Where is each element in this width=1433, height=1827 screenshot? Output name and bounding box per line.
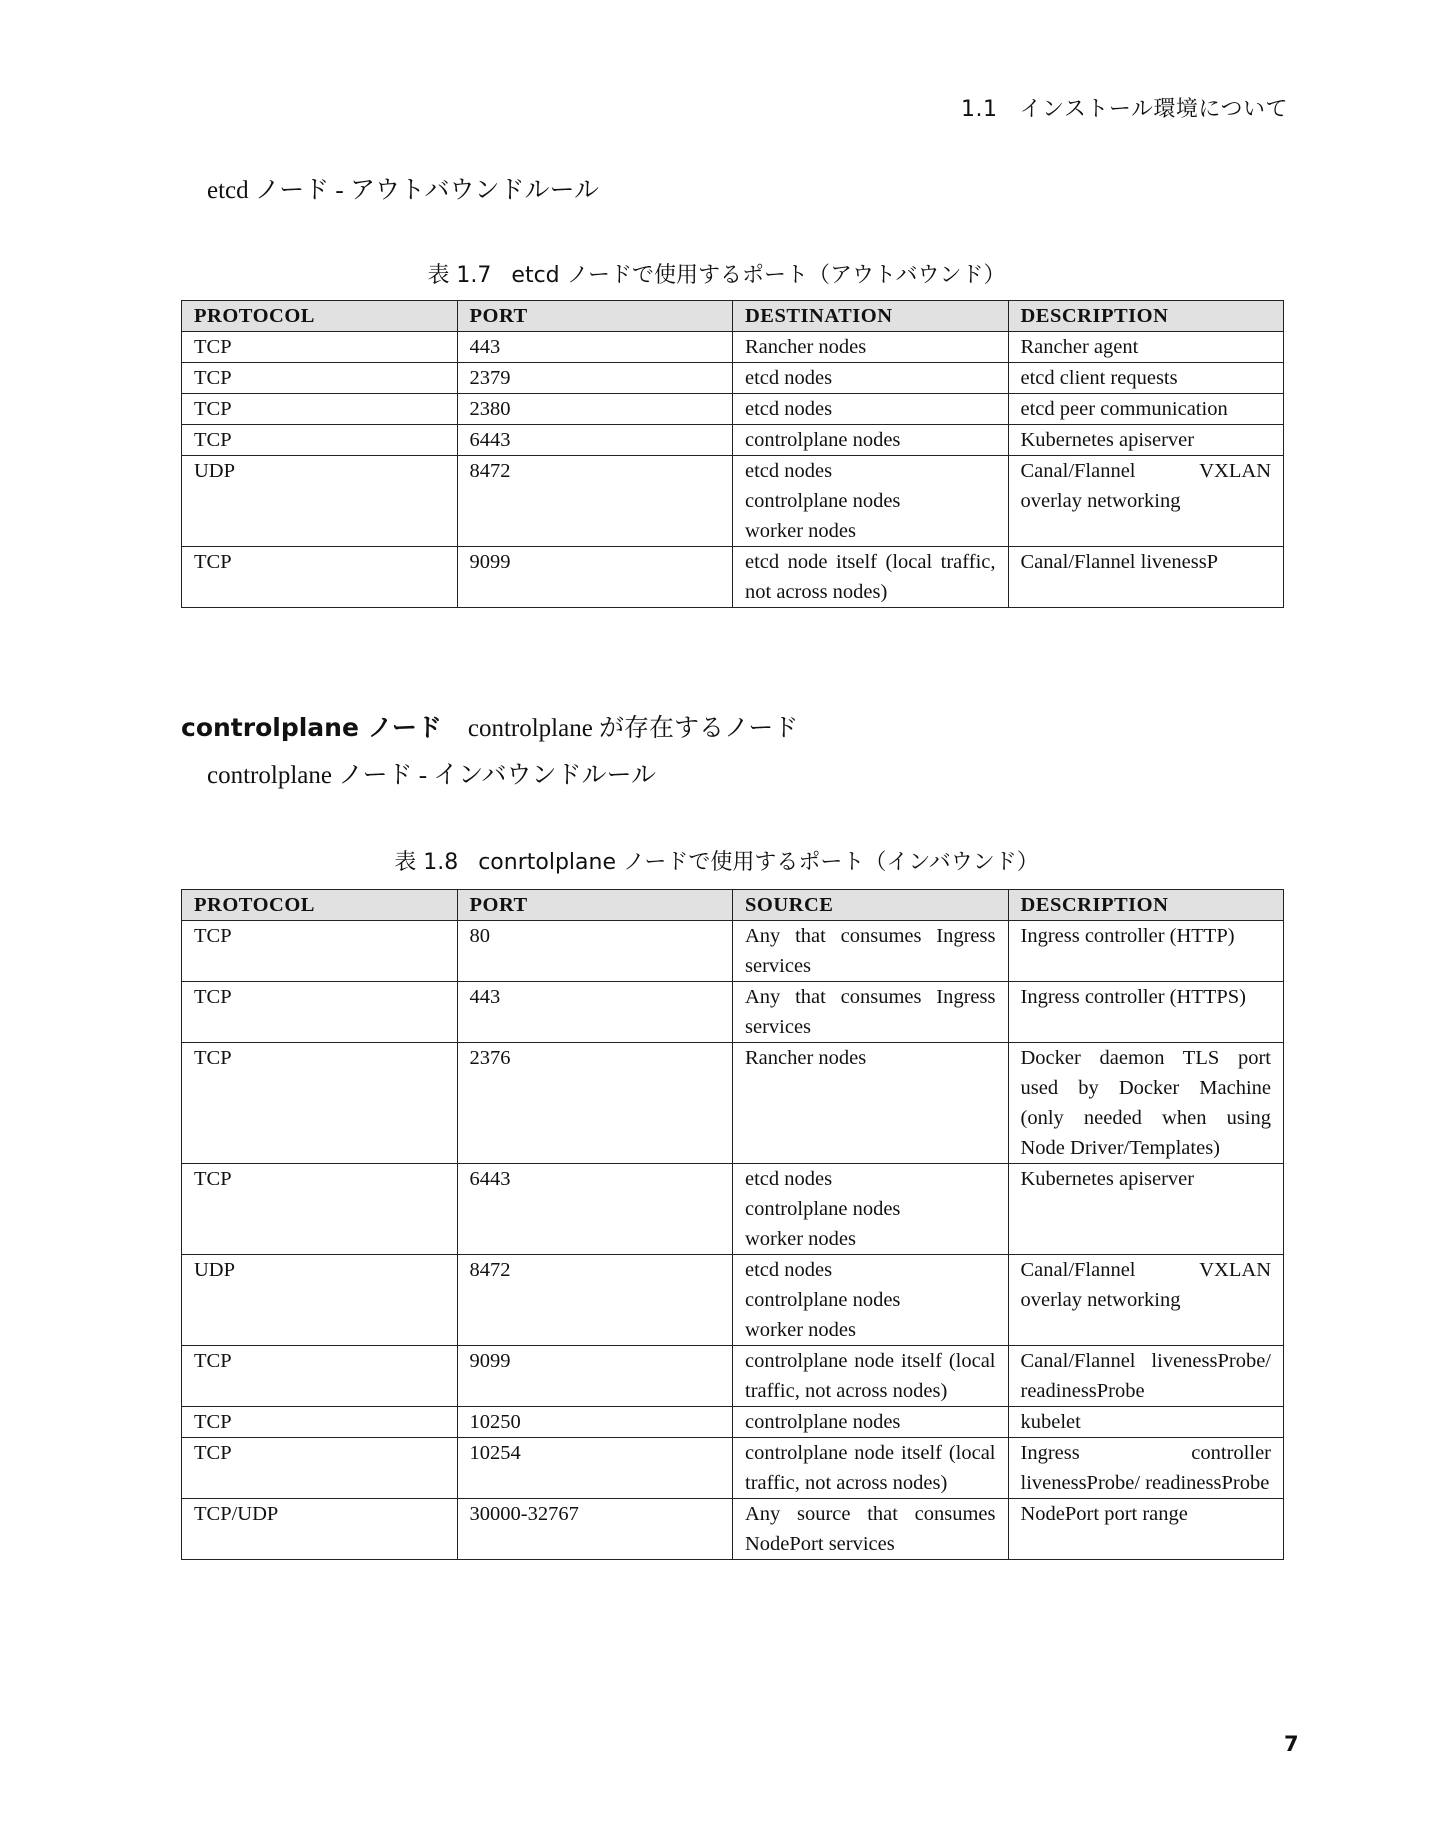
endpoint-cell [733, 425, 1009, 456]
column-header: PROTOCOL [182, 890, 458, 921]
description-cell-line: etcd client requests [1020, 367, 1178, 389]
column-header: PORT [457, 301, 733, 332]
endpoint-cell [733, 363, 1009, 394]
description-cell [1008, 1499, 1284, 1560]
table-row [182, 982, 1284, 1043]
section-title: インストール環境について [1019, 97, 1288, 122]
column-header: PROTOCOL [182, 301, 458, 332]
port-cell: 2380 [457, 394, 733, 425]
description-cell-line: Ingress controller livenessProbe/ readinessProbe [1020, 1442, 1271, 1494]
controlplane-inbound-table [181, 889, 1284, 1560]
endpoint-cell-line: controlplane nodes [745, 429, 901, 451]
description-cell-line: Ingress controller (HTTPS) [1020, 986, 1246, 1008]
description-cell-line: Canal/Flannel livenessP [1020, 551, 1219, 573]
description-cell-line: Rancher agent [1020, 336, 1139, 358]
description-cell [1008, 456, 1284, 547]
description-cell [1008, 921, 1284, 982]
table-row [182, 332, 1284, 363]
port-cell: 443 [457, 982, 733, 1043]
table-row [182, 547, 1284, 608]
protocol-cell: TCP [182, 1164, 458, 1255]
table-row [182, 1346, 1284, 1407]
column-header: DESCRIPTION [1008, 301, 1284, 332]
column-header: SOURCE [733, 890, 1009, 921]
endpoint-cell-line: etcd nodes [745, 1168, 833, 1190]
endpoint-cell [733, 921, 1009, 982]
port-cell: 6443 [457, 1164, 733, 1255]
endpoint-cell-line: controlplane node itself (local traffic, not across nodes) [745, 1442, 996, 1494]
endpoint-cell-line: Rancher nodes [745, 1047, 867, 1069]
description-cell-line: NodePort port range [1020, 1503, 1188, 1525]
table-2-title: conrtolplane ノードで使用するポート（インバウンド） [478, 850, 1039, 875]
controlplane-section-title [181, 708, 798, 744]
description-cell [1008, 1407, 1284, 1438]
endpoint-cell [733, 1164, 1009, 1255]
etcd-outbound-table [181, 300, 1284, 608]
table-row [182, 1255, 1284, 1346]
protocol-cell: TCP [182, 425, 458, 456]
endpoint-cell-line: controlplane nodes [745, 1411, 901, 1433]
endpoint-cell-line: etcd nodes [745, 367, 833, 389]
endpoint-cell-line: controlplane node itself (local traffic, not across nodes) [745, 1350, 996, 1402]
protocol-cell: UDP [182, 456, 458, 547]
endpoint-cell-line: etcd nodes [745, 1259, 833, 1281]
description-cell-line: Ingress controller (HTTP) [1020, 925, 1235, 947]
endpoint-cell-line: etcd nodes [745, 460, 833, 482]
endpoint-cell-line: controlplane nodes [745, 1198, 901, 1220]
page-number: 7 [1284, 1732, 1299, 1756]
protocol-cell: TCP [182, 1407, 458, 1438]
endpoint-cell [733, 332, 1009, 363]
endpoint-cell [733, 547, 1009, 608]
description-cell-line: Kubernetes apiserver [1020, 1168, 1195, 1190]
endpoint-cell-line: etcd nodes [745, 398, 833, 420]
running-header [961, 92, 1288, 123]
endpoint-cell-line: worker nodes [745, 520, 857, 542]
table-row [182, 1438, 1284, 1499]
description-cell-line: Kubernetes apiserver [1020, 429, 1195, 451]
port-cell: 2379 [457, 363, 733, 394]
port-cell: 6443 [457, 425, 733, 456]
endpoint-cell [733, 982, 1009, 1043]
description-cell [1008, 425, 1284, 456]
endpoint-cell-line: worker nodes [745, 1319, 857, 1341]
controlplane-inbound-heading: controlplane ノード - インバウンドルール [207, 762, 657, 789]
endpoint-cell [733, 1499, 1009, 1560]
controlplane-title: controlplane ノード [181, 713, 442, 742]
endpoint-cell [733, 394, 1009, 425]
protocol-cell: TCP [182, 363, 458, 394]
port-cell: 8472 [457, 456, 733, 547]
endpoint-cell-line: worker nodes [745, 1228, 857, 1250]
table-2-number: 表 1.8 [394, 850, 459, 875]
description-cell [1008, 1438, 1284, 1499]
table-row [182, 1164, 1284, 1255]
protocol-cell: TCP [182, 1043, 458, 1164]
table-row [182, 394, 1284, 425]
description-cell-line: Canal/Flannel VXLAN overlay networking [1020, 1259, 1271, 1311]
description-cell [1008, 332, 1284, 363]
description-cell [1008, 363, 1284, 394]
column-header: PORT [457, 890, 733, 921]
description-cell-line: Canal/Flannel livenessProbe/ readinessProbe [1020, 1350, 1271, 1402]
protocol-cell: TCP [182, 547, 458, 608]
column-header: DESCRIPTION [1008, 890, 1284, 921]
endpoint-cell [733, 1346, 1009, 1407]
column-header: DESTINATION [733, 301, 1009, 332]
table-header-row [182, 301, 1284, 332]
port-cell: 10254 [457, 1438, 733, 1499]
protocol-cell: TCP [182, 921, 458, 982]
description-cell [1008, 547, 1284, 608]
table-row [182, 456, 1284, 547]
port-cell: 8472 [457, 1255, 733, 1346]
controlplane-description: controlplane が存在するノード [467, 715, 799, 742]
table-row [182, 425, 1284, 456]
section-number: 1.1 [961, 97, 998, 122]
description-cell [1008, 1164, 1284, 1255]
endpoint-cell-line: Rancher nodes [745, 336, 867, 358]
description-cell [1008, 982, 1284, 1043]
table-2-caption [0, 845, 1433, 876]
protocol-cell: TCP [182, 332, 458, 363]
port-cell: 80 [457, 921, 733, 982]
table-row [182, 1043, 1284, 1164]
endpoint-cell [733, 456, 1009, 547]
table-1-caption [0, 258, 1433, 289]
protocol-cell: TCP [182, 982, 458, 1043]
description-cell [1008, 394, 1284, 425]
table-row [182, 363, 1284, 394]
endpoint-cell-line: etcd node itself (local traffic, not across nodes) [745, 551, 996, 603]
endpoint-cell-line: Any source that consumes NodePort services [745, 1503, 996, 1555]
table-1-title: etcd ノードで使用するポート（アウトバウンド） [511, 263, 1006, 288]
protocol-cell: TCP [182, 1346, 458, 1407]
table-1-number: 表 1.7 [427, 263, 492, 288]
description-cell-line: kubelet [1020, 1411, 1081, 1433]
port-cell: 2376 [457, 1043, 733, 1164]
port-cell: 9099 [457, 1346, 733, 1407]
endpoint-cell [733, 1438, 1009, 1499]
table-header-row [182, 890, 1284, 921]
port-cell: 30000-32767 [457, 1499, 733, 1560]
description-cell-line: etcd peer communication [1020, 398, 1228, 420]
endpoint-cell [733, 1407, 1009, 1438]
description-cell-line: Docker daemon TLS port used by Docker Machine (only needed when using Node Driver/Templates) [1020, 1047, 1271, 1159]
protocol-cell: TCP [182, 1438, 458, 1499]
description-cell-line: Canal/Flannel VXLAN overlay networking [1020, 460, 1271, 512]
protocol-cell: TCP [182, 394, 458, 425]
endpoint-cell [733, 1255, 1009, 1346]
port-cell: 10250 [457, 1407, 733, 1438]
table-row [182, 1407, 1284, 1438]
endpoint-cell-line: Any that consumes Ingress services [745, 925, 996, 977]
protocol-cell: TCP/UDP [182, 1499, 458, 1560]
table-row [182, 921, 1284, 982]
endpoint-cell [733, 1043, 1009, 1164]
port-cell: 9099 [457, 547, 733, 608]
table-row [182, 1499, 1284, 1560]
etcd-outbound-heading: etcd ノード - アウトバウンドルール [207, 177, 599, 204]
port-cell: 443 [457, 332, 733, 363]
endpoint-cell-line: controlplane nodes [745, 490, 901, 512]
endpoint-cell-line: Any that consumes Ingress services [745, 986, 996, 1038]
description-cell [1008, 1043, 1284, 1164]
description-cell [1008, 1346, 1284, 1407]
description-cell [1008, 1255, 1284, 1346]
protocol-cell: UDP [182, 1255, 458, 1346]
endpoint-cell-line: controlplane nodes [745, 1289, 901, 1311]
